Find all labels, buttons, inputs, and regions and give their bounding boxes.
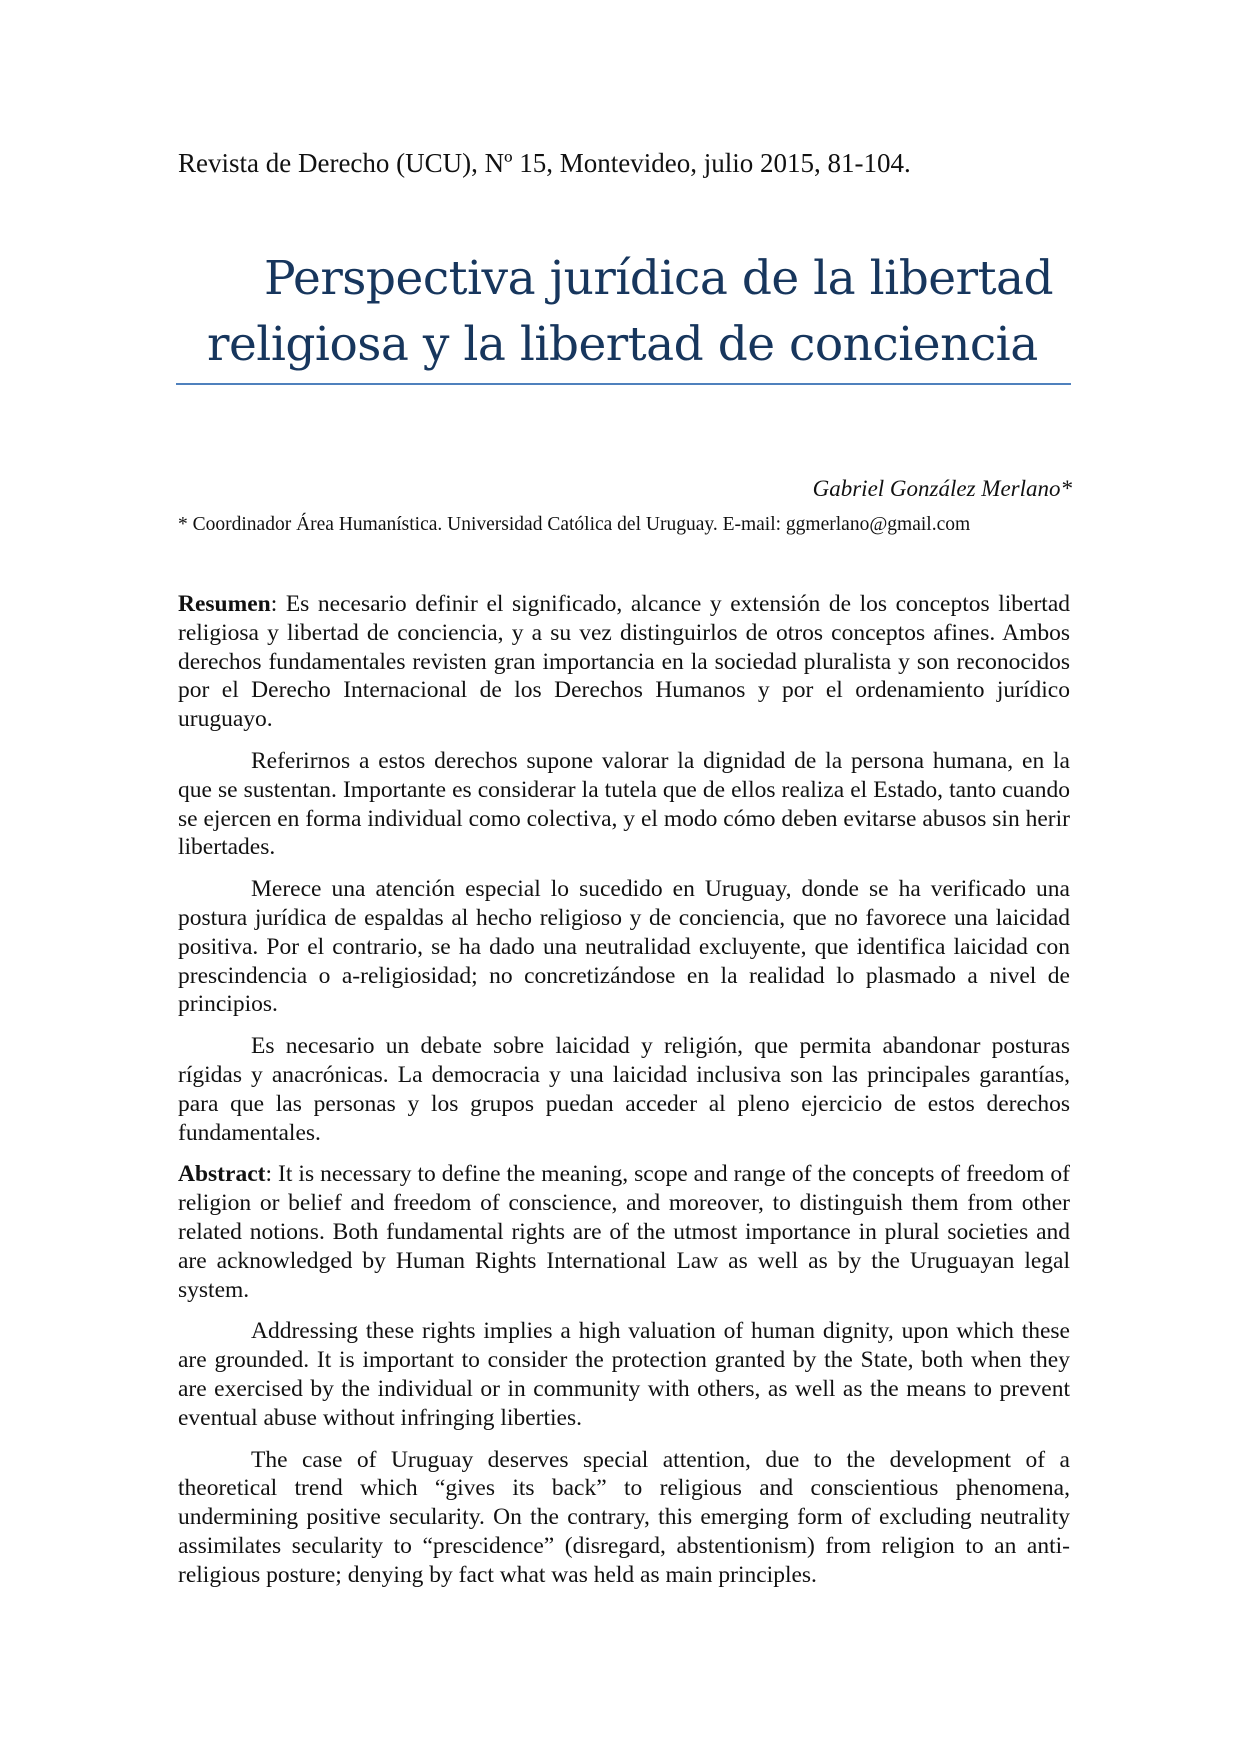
abstract-label: Abstract (178, 1161, 266, 1188)
abstract-paragraph-1 (178, 1160, 1070, 1304)
journal-reference: Revista de Derecho (UCU), Nº 15, Montevideo, julio 2015, 81-104. (178, 148, 911, 178)
article-title (178, 246, 1068, 378)
article-body (178, 590, 1070, 1603)
resumen-label: Resumen (178, 591, 271, 617)
abstract-text-1: : It is necessary to define the meaning, scope and range of the concepts of freedom of religion or belief and freedom of conscience, and moreover, to distinguish them from other related notions. Both fundamental rights are of the utmost importance in plural societies and are acknowledged by Human Rights International Law as well as by the Uruguayan legal system. (178, 1161, 1070, 1303)
resumen-paragraph-1 (178, 590, 1070, 734)
title-divider (176, 383, 1071, 385)
resumen-paragraph-3: Merece una atención especial lo sucedido en Uruguay, donde se ha verificado una postura jurídica de espaldas al hecho religioso y de conciencia, que no favorece una laicidad positiva. Por el contrario, se ha dado una neutralidad excluyente, que identifica laicidad con prescindencia o a-religiosidad; no concretizándose en la realidad lo plasmado a nivel de principios. (178, 876, 1070, 1018)
author-affiliation: * Coordinador Área Humanística. Universidad Católica del Uruguay. E-mail: ggmerlano@gmail.com (178, 514, 971, 535)
article-title-line-1: Perspectiva jurídica de la libertad (264, 251, 1054, 306)
resumen-paragraph-2: Referirnos a estos derechos supone valorar la dignidad de la persona humana, en la que se sustentan. Importante es considerar la tutela que de ellos realiza el Estado, tanto cuando se ejercen en forma individual como colectiva, y el modo cómo deben evitarse abusos sin herir libertades. (178, 747, 1070, 861)
abstract-paragraph-3: The case of Uruguay deserves special attention, due to the development of a theoretical trend which “gives its back” to religious and conscientious phenomena, undermining positive secularity. On the contrary, this emerging form of excluding neutrality assimilates secularity to “prescidence” (disregard, abstentionism) from religion to an anti-religious posture; denying by fact what was held as main principles. (178, 1446, 1070, 1588)
abstract-paragraph-2: Addressing these rights implies a high valuation of human dignity, upon which these are grounded. It is important to consider the protection granted by the State, both when they are exercised by the individual or in community with others, as well as the means to prevent eventual abuse without infringing liberties. (178, 1318, 1070, 1431)
resumen-paragraph-4: Es necesario un debate sobre laicidad y religión, que permita abandonar posturas rígidas y anacrónicas. La democracia y una laicidad inclusiva son las principales garantías, para que las personas y los grupos puedan acceder al pleno ejercicio de estos derechos fundamentales. (178, 1033, 1070, 1146)
resumen-text-1: : Es necesario definir el significado, alcance y extensión de los conceptos libertad religiosa y libertad de conciencia, y a su vez distinguirlos de otros conceptos afines. Ambos derechos fundamentales revisten gran importancia en la sociedad pluralista y son reconocidos por el Derecho Internacional de los Derechos Humanos y por el ordenamiento jurídico uruguayo. (178, 591, 1070, 733)
author-name: Gabriel González Merlano* (812, 476, 1072, 501)
article-title-line-2: religiosa y la libertad de conciencia (207, 317, 1038, 372)
